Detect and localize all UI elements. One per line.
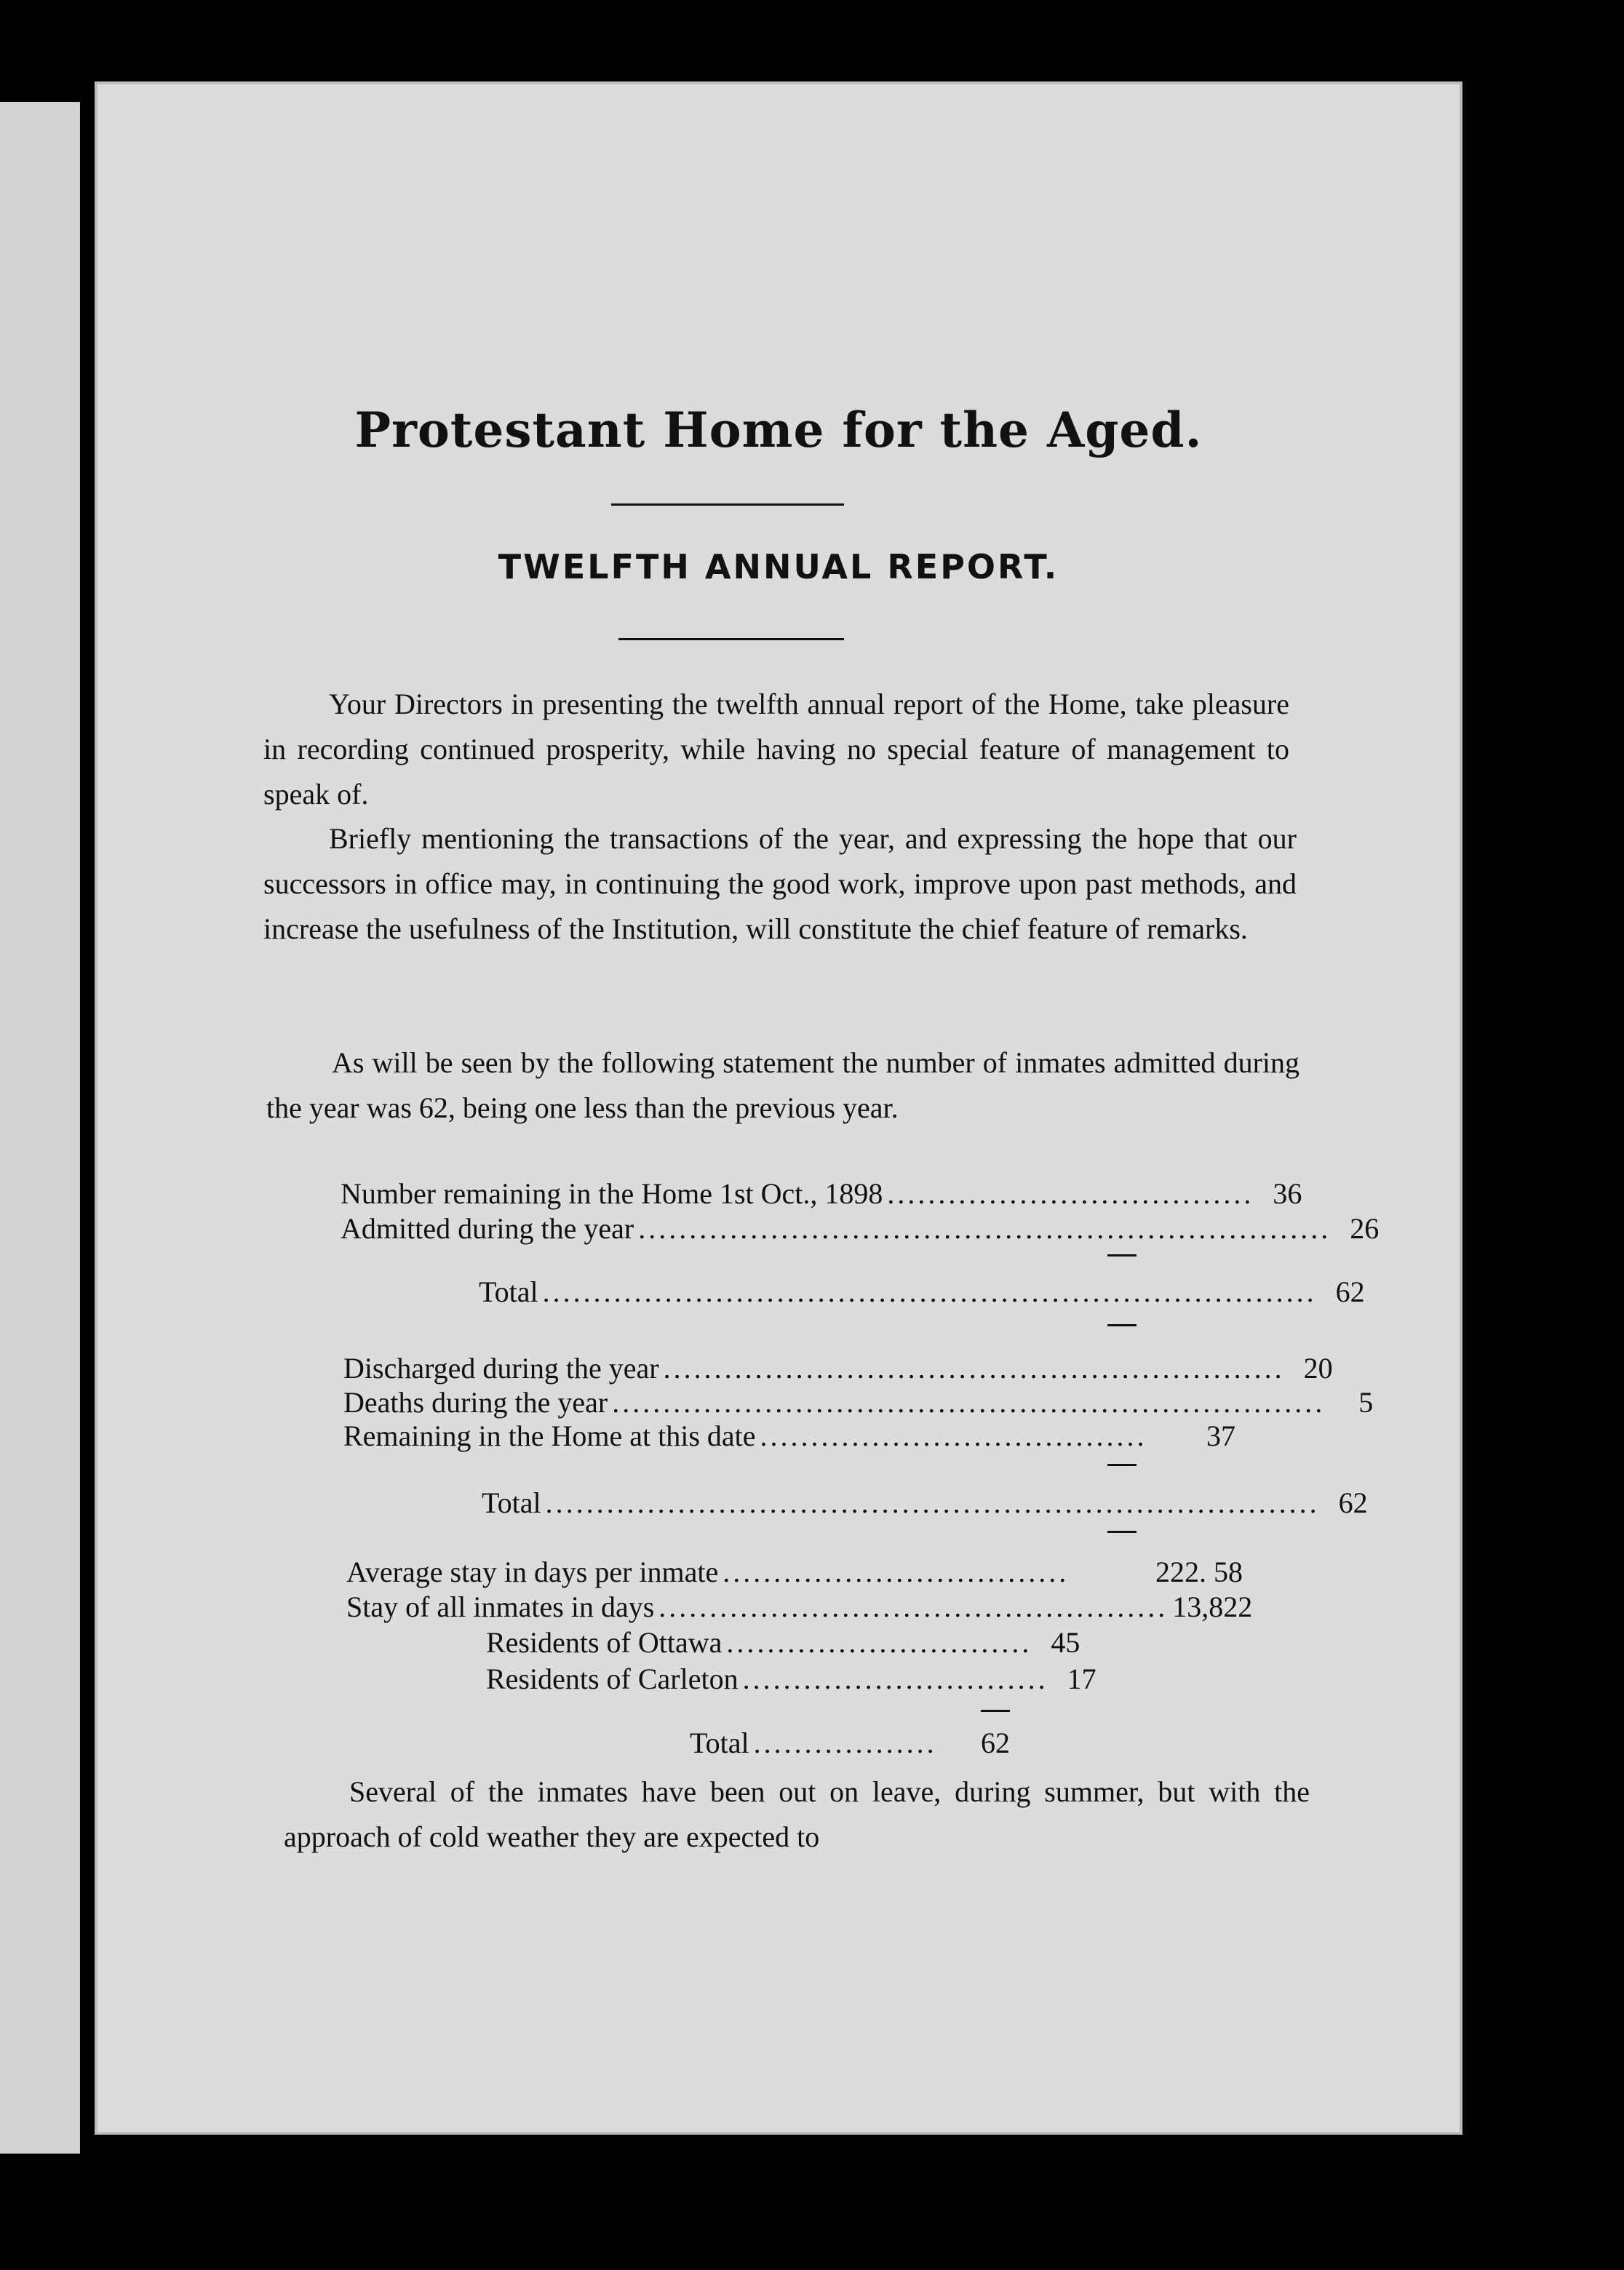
stat-row-total-1 [479,1275,1365,1309]
leader-dots: ............................................................................ [545,1486,1320,1519]
stat-row-admitted [341,1211,1380,1246]
stat-label: Deaths during the year [343,1386,608,1419]
facing-page-edge [0,102,80,2154]
leader-dots: ............................................................. [663,1352,1285,1385]
title-rule [611,503,844,506]
leader-dots: ...................................................................... [612,1386,1326,1419]
stat-row-ottawa [486,1625,1080,1660]
stat-row-average-stay [346,1555,1243,1589]
leader-dots: .............................. [742,1662,1048,1695]
stat-value: 5 [1358,1386,1374,1419]
leader-dots: .................................... [887,1177,1254,1210]
leader-dots: .................................................................... [638,1212,1332,1245]
paragraph-statement-intro: As will be seen by the following statement the number of inmates admitted during the year was 62, being one less than the previous year. [266,1046,1299,1124]
stat-label: Total [482,1486,541,1519]
sum-rule [1107,1254,1137,1257]
stat-row-remaining [341,1176,1302,1211]
stat-row-total-2 [482,1486,1368,1520]
stat-value: 26 [1350,1212,1380,1245]
subtitle-rule [618,638,844,640]
stat-label: Remaining in the Home at this date [343,1419,756,1452]
stat-label: Discharged during the year [343,1352,659,1385]
stat-value: 45 [1051,1626,1080,1659]
stat-label: Residents of Ottawa [486,1626,723,1659]
stat-label: Total [479,1275,538,1308]
stat-value: 62 [981,1727,1010,1759]
leader-dots: .................. [753,1727,937,1759]
sum-rule [1107,1464,1137,1466]
paragraph-closing: Several of the inmates have been out on leave, during summer, but with the approach of cold weather they are expected to [284,1775,1310,1853]
sum-rule [981,1710,1010,1712]
page-title: Protestant Home for the Aged. [354,402,1203,458]
stat-value: 62 [1335,1275,1365,1308]
leader-dots: .............................. [726,1626,1032,1659]
stat-value: 62 [1338,1486,1368,1519]
leader-dots: .................................................. [658,1590,1169,1623]
leader-dots: ............................................................................ [542,1275,1317,1308]
stat-row-total-3 [690,1726,1010,1760]
stat-row-discharged [343,1351,1333,1385]
stat-label: Total [690,1727,749,1759]
stat-label: Admitted during the year [341,1212,634,1245]
leader-dots: ...................................... [760,1419,1147,1452]
stat-row-deaths [343,1385,1374,1419]
report-subtitle: TWELFTH ANNUAL REPORT. [498,547,1059,586]
stat-value: 222. 58 [1155,1556,1243,1588]
stat-label: Residents of Carleton [486,1662,739,1695]
stat-value: 13,822 [1172,1590,1253,1623]
stat-label: Number remaining in the Home 1st Oct., 1898 [341,1177,883,1210]
stat-value: 36 [1273,1177,1302,1210]
stat-value: 17 [1067,1662,1096,1695]
stat-label: Average stay in days per inmate [346,1556,719,1588]
paragraph-intro: Your Directors in presenting the twelfth annual report of the Home, take pleasure in recording continued prosperity, while having no special feature of management to speak of. [263,688,1289,811]
report-page [95,81,1462,2135]
paragraph-transactions: Briefly mentioning the transactions of the year, and expressing the hope that our successors in office may, in continuing the good work, improve upon past methods, and increase the usefulness of the Institution, will constitute the chief feature of remarks. [263,822,1297,945]
sum-rule [1107,1324,1137,1326]
stat-row-stay-all [346,1590,1253,1624]
stat-label: Stay of all inmates in days [346,1590,655,1623]
stat-row-remaining-now [343,1419,1235,1453]
leader-dots: .................................. [723,1556,1070,1588]
stat-value: 37 [1206,1419,1235,1452]
sum-rule [1107,1531,1137,1533]
stat-value: 20 [1303,1352,1333,1385]
stat-row-carleton [486,1662,1096,1696]
